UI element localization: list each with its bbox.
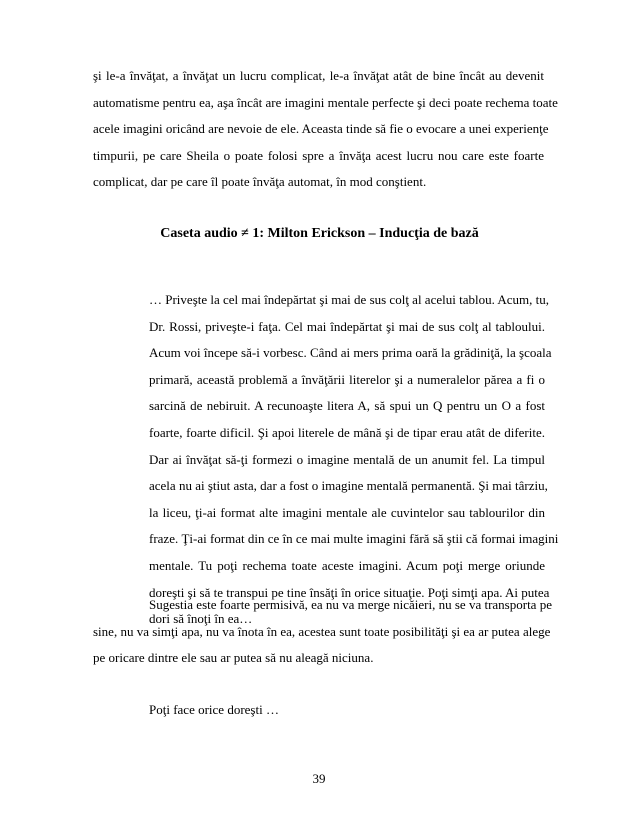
text-line: Dar ai învăţat să-ţi formezi o imagine mentală de un anumit fel. La timpul bbox=[149, 451, 545, 467]
paragraph-intro bbox=[93, 63, 558, 196]
text-line: Sugestia este foarte permisivă, ea nu va merge nicăieri, nu se va transporta pe bbox=[149, 597, 552, 612]
transcript-quote bbox=[149, 287, 559, 633]
text-line: complicat, dar pe care îl poate învăţa automat, în mod conştient. bbox=[93, 174, 427, 190]
text-line: acela nu ai ştiut asta, dar a fost o imagine mentală permanentă. Şi mai târziu, bbox=[149, 478, 548, 494]
text-line: sine, nu va simţi apa, nu va înota în ea, acestea sunt toate posibilităţi şi ea ar putea alege bbox=[93, 623, 551, 639]
text-line: Acum voi începe să-i vorbesc. Când ai mers prima oară la grădiniţă, la şcoala bbox=[149, 345, 552, 361]
text-line: doreşti şi să te transpui pe tine însăţi în orice situaţie. Poţi simţi apa. Ai putea bbox=[149, 584, 550, 600]
text-line: … Priveşte la cel mai îndepărtat şi mai de sus colţ al acelui tablou. Acum, tu, bbox=[149, 292, 550, 307]
text-line: Poţi face orice doreşti … bbox=[149, 702, 279, 717]
text-line: Dr. Rossi, priveşte-i faţa. Cel mai îndepărtat şi mai de sus colţ al tabloului. bbox=[149, 318, 545, 334]
text-line: mentale. Tu poţi rechema toate aceste imagini. Acum poţi merge oriunde bbox=[149, 557, 545, 573]
text-line: foarte, foarte dificil. Şi apoi literele de mână şi de tipar erau atât de diferite. bbox=[149, 424, 545, 440]
text-line: pe oricare dintre ele sau ar putea să nu aleagă niciuna. bbox=[93, 650, 374, 666]
text-line: acele imagini oricând are nevoie de ele. Aceasta tinde să fie o evocare a unei experienţe bbox=[93, 121, 549, 137]
text-line: sarcină de nebiruit. A recunoaşte litera A, să spui un Q pentru un O a fost bbox=[149, 398, 545, 414]
section-heading: Caseta audio ≠ 1: Milton Erickson – Inducţia de bază bbox=[160, 226, 479, 241]
text-line: fraze. Ţi-ai format din ce în ce mai multe imagini fără să ştii că formai imagini bbox=[149, 531, 559, 547]
text-line: automatisme pentru ea, aşa încât are imagini mentale perfecte şi deci poate rechema toate bbox=[93, 94, 558, 110]
text-line: timpurii, pe care Sheila o poate folosi spre a învăţa acest lucru nou care este foarte bbox=[93, 147, 544, 163]
text-line: la liceu, ţi-ai format alte imagini mentale ale cuvintelor sau tablourilor din bbox=[149, 504, 545, 520]
page-number: 39 bbox=[312, 771, 326, 786]
text-line: şi le-a învăţat, a învăţat un lucru complicat, le-a învăţat atât de bine încât au devenit bbox=[93, 68, 544, 83]
text-line: primară, această problemă a învăţării literelor şi a numeralelor părea a fi o bbox=[149, 371, 545, 387]
text-line: dori să înoţi în ea… bbox=[149, 611, 253, 627]
paragraph-closing bbox=[149, 697, 545, 724]
